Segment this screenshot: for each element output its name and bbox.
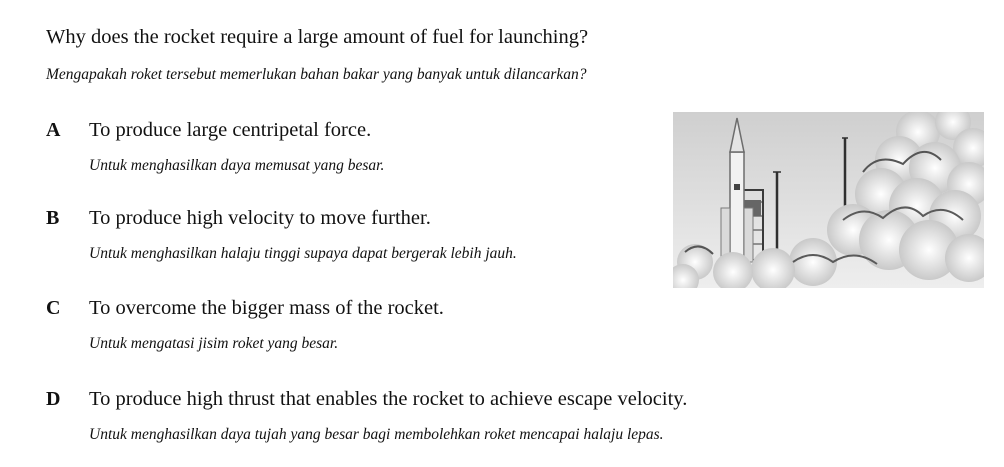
option-text-ms: Untuk menghasilkan daya tujah yang besar bagi membolehkan roket mencapai halaju lepas.	[89, 426, 664, 443]
rocket-launch-illustration	[673, 112, 984, 288]
rocket-launch-photo	[673, 112, 984, 288]
option-text-ms: Untuk menghasilkan halaju tinggi supaya dapat bergerak lebih jauh.	[89, 245, 517, 262]
option-letter: A	[46, 119, 61, 141]
option-text-ms: Untuk mengatasi jisim roket yang besar.	[89, 335, 339, 352]
option-text-en: To produce high thrust that enables the rocket to achieve escape velocity.	[89, 388, 688, 410]
option-text-en: To overcome the bigger mass of the rocket.	[89, 297, 444, 319]
question-text-ms: Mengapakah roket tersebut memerlukan bahan bakar yang banyak untuk dilancarkan?	[46, 66, 587, 83]
option-letter: C	[46, 297, 61, 319]
option-letter: B	[46, 207, 60, 229]
option-text-ms: Untuk menghasilkan daya memusat yang besar.	[89, 157, 385, 174]
question-text-en: Why does the rocket require a large amount of fuel for launching?	[46, 26, 589, 48]
option-text-en: To produce large centripetal force.	[89, 119, 372, 141]
option-text-en: To produce high velocity to move further.	[89, 207, 431, 229]
option-letter: D	[46, 388, 61, 410]
